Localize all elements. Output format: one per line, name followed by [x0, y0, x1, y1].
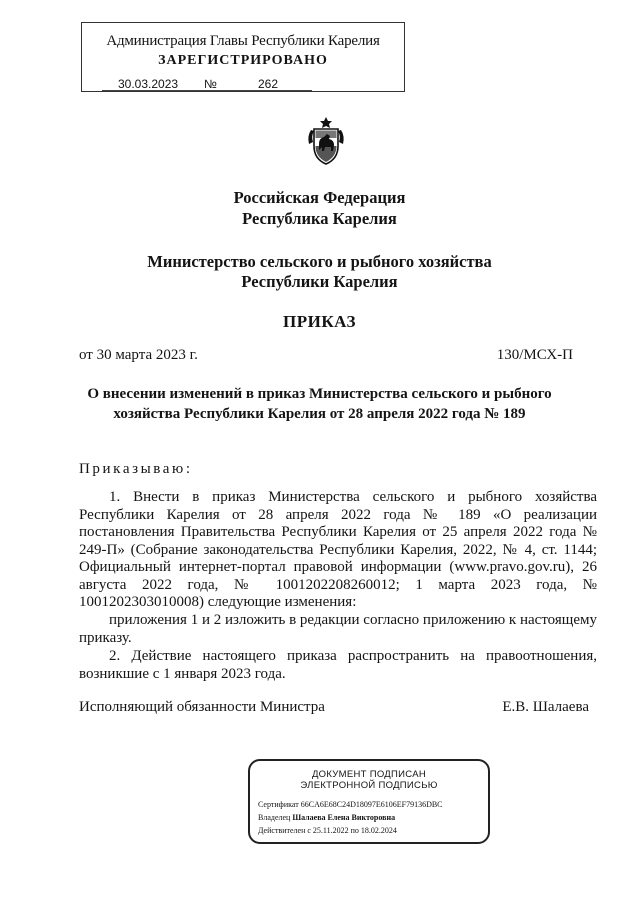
registration-organization: Администрация Главы Республики Карелия [106, 33, 380, 49]
esign-certificate-label: Сертификат [258, 800, 299, 809]
registration-stamp [81, 22, 405, 92]
esign-validity [258, 826, 397, 835]
registration-date: 30.03.2023 [118, 77, 179, 91]
order-date: от 30 марта 2023 г. [79, 347, 198, 363]
order-item-1: 1. Внести в приказ Министерства сельского и рыбного хозяйства Республики Карелия от 28 апреля 2022 года № 189 «О реализации постановления Правительства Республики Карелия от 25 апреля 2022 года № 249-П» (Собрание законодательства Республики Карелия, 2022, № 4, ст. 1144; Официальный интернет-портал правовой информации (www.pravo.gov.ru), 26 августа 2022 года, № 1001202208260012; 1 марта 2023 года, № 1001202303010008) следующие изменения: [79, 489, 597, 610]
coat-of-arms-icon [305, 116, 347, 166]
registration-status: ЗАРЕГИСТРИРОВАНО [158, 53, 328, 68]
esign-owner-label: Владелец [258, 813, 291, 822]
signer-name: Е.В. Шалаева [502, 699, 589, 715]
order-subject-line-1: О внесении изменений в приказ Министерства сельского и рыбного [87, 386, 552, 402]
esign-valid-from: 25.11.2022 [312, 826, 349, 835]
esign-owner [258, 813, 395, 822]
esign-valid-to: 18.02.2024 [360, 826, 397, 835]
order-item-2: 2. Действие настоящего приказа распространить на правоотношения, возникшие с 1 января 2023 года. [79, 648, 597, 682]
ministry-heading-line-1: Министерство сельского и рыбного хозяйства [147, 252, 492, 271]
registration-underline [102, 90, 312, 91]
registration-number-label: № [204, 77, 217, 91]
document-type: ПРИКАЗ [283, 312, 356, 331]
signer-title: Исполняющий обязанности Министра [79, 699, 325, 715]
esign-owner-value: Шалаева Елена Викторовна [292, 813, 396, 822]
esign-valid-label: Действителен с [258, 826, 311, 835]
order-subject-line-2: хозяйства Республики Карелия от 28 апреля 2022 года № 189 [113, 406, 526, 422]
order-item-1-subitem: приложения 1 и 2 изложить в редакции согласно приложению к настоящему приказу. [79, 612, 597, 646]
esign-heading-line-2: ЭЛЕКТРОННОЙ ПОДПИСЬЮ [300, 780, 438, 791]
country-heading: Российская Федерация [233, 188, 406, 207]
esign-certificate [258, 800, 443, 809]
ministry-heading-line-2: Республики Карелия [241, 272, 398, 291]
republic-heading: Республика Карелия [242, 209, 397, 228]
registration-number: 262 [258, 77, 279, 91]
decree-word: Приказываю: [79, 461, 193, 477]
esign-heading-line-1: ДОКУМЕНТ ПОДПИСАН [311, 769, 427, 780]
esign-certificate-value: 66CA6E68C24D18097E6106EF79136DBC [300, 800, 443, 809]
esign-valid-to-label: по [350, 826, 359, 835]
order-number: 130/МСХ-П [496, 347, 573, 363]
electronic-signature-stamp [248, 759, 490, 844]
